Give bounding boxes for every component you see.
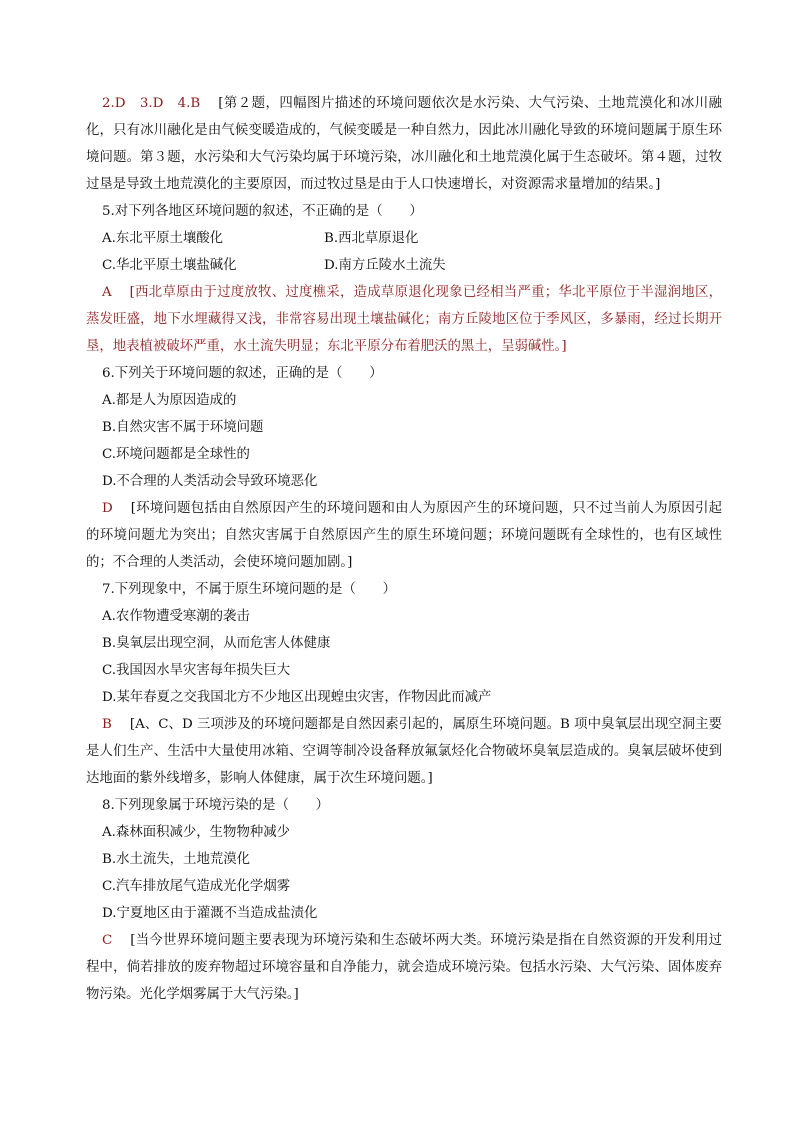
option-c: C.环境问题都是全球性的 [102, 447, 250, 462]
answer-explanation: [当今世界环境问题主要表现为环境污染和生态破坏两大类。环境污染是指在自然资源的开发利用过程中，倘若排放的废弃物超过环境容量和自净能力，就会造成环境污染。包括水污染、大气污染、固体废弃物污染。光化学烟雾属于大气污染。] [86, 933, 722, 1002]
question-5-options-row-1 [86, 225, 722, 252]
option-d: D.某年春夏之交我国北方不少地区出现蝗虫灾害，作物因此而减产 [102, 690, 492, 705]
answer-block-8 [86, 927, 722, 1008]
answer-block-7 [86, 711, 722, 792]
option-d: D.南方丘陵水土流失 [324, 258, 446, 273]
answer-block-6 [86, 495, 722, 576]
option-d: D.宁夏地区由于灌溉不当造成盐渍化 [102, 906, 318, 921]
answer-explanation: [A、C、D 三项涉及的环境问题都是自然因素引起的，属原生环境问题。B 项中臭氧层出现空洞主要是人们生产、生活中大量使用冰箱、空调等制冷设备释放氟氯烃化合物破坏臭氧层造成的。臭氧层破坏使到达地面的紫外线增多，影响人体健康，属于次生环境问题。] [86, 717, 722, 786]
option-c: C.汽车排放尾气造成光化学烟雾 [102, 879, 291, 894]
answer-key: C [102, 933, 113, 948]
answer-block-2-4 [86, 90, 722, 198]
option-b: B.臭氧层出现空洞，从而危害人体健康 [102, 636, 331, 651]
question-5-options-row-2 [86, 252, 722, 279]
option-c: C.华北平原土壤盐碱化 [102, 258, 237, 273]
question-6-stem: 6.下列关于环境问题的叙述，正确的是（ ） [102, 366, 383, 381]
option-a: A.森林面积减少，生物物种减少 [102, 825, 291, 840]
option-a: A.都是人为原因造成的 [102, 393, 237, 408]
option-a: A.东北平原土壤酸化 [102, 231, 224, 246]
document-content [86, 90, 722, 1008]
answer-explanation: [环境问题包括由自然原因产生的环境问题和由人为原因产生的环境问题，只不过当前人为原因引起的环境问题尤为突出；自然灾害属于自然原因产生的原生环境问题；环境问题既有全球性的，也有区域性的；不合理的人类活动，会使环境问题加剧。] [86, 501, 722, 570]
answer-explanation: [第２题，四幅图片描述的环境问题依次是水污染、大气污染、土地荒漠化和冰川融化，只有冰川融化是由气候变暖造成的，气候变暖是一种自然力，因此冰川融化导致的环境问题属于原生环境问题。第３题，水污染和大气污染均属于环境污染，冰川融化和土地荒漠化属于生态破坏。第４题，过牧过垦是导致土地荒漠化的主要原因，而过牧过垦是由于人口快速增长，对资源需求量增加的结果。] [86, 96, 722, 192]
question-5-stem: 5.对下列各地区环境问题的叙述，不正确的是（ ） [102, 204, 423, 219]
option-b: B.自然灾害不属于环境问题 [102, 420, 264, 435]
answer-block-5 [86, 279, 722, 360]
answer-key: 2.D 3.D 4.B [102, 96, 201, 111]
question-8-stem: 8.下列现象属于环境污染的是（ ） [102, 798, 330, 813]
option-b: B.水土流失，土地荒漠化 [102, 852, 251, 867]
answer-key: A [102, 285, 112, 300]
option-a: A.农作物遭受寒潮的袭击 [102, 609, 250, 624]
answer-key: B [102, 717, 112, 732]
option-b: B.西北草原退化 [324, 231, 419, 246]
option-c: C.我国因水旱灾害每年损失巨大 [102, 663, 291, 678]
answer-key: D [102, 501, 113, 516]
answer-explanation: [西北草原由于过度放牧、过度樵采，造成草原退化现象已经相当严重；华北平原位于半湿润地区，蒸发旺盛，地下水埋藏得又浅，非常容易出现土壤盐碱化；南方丘陵地区位于季风区，多暴雨，经过长期开垦，地表植被破坏严重，水土流失明显；东北平原分布着肥沃的黑土，呈弱碱性。] [86, 285, 722, 354]
question-7-stem: 7.下列现象中，不属于原生环境问题的是（ ） [102, 582, 396, 597]
option-d: D.不合理的人类活动会导致环境恶化 [102, 474, 318, 489]
